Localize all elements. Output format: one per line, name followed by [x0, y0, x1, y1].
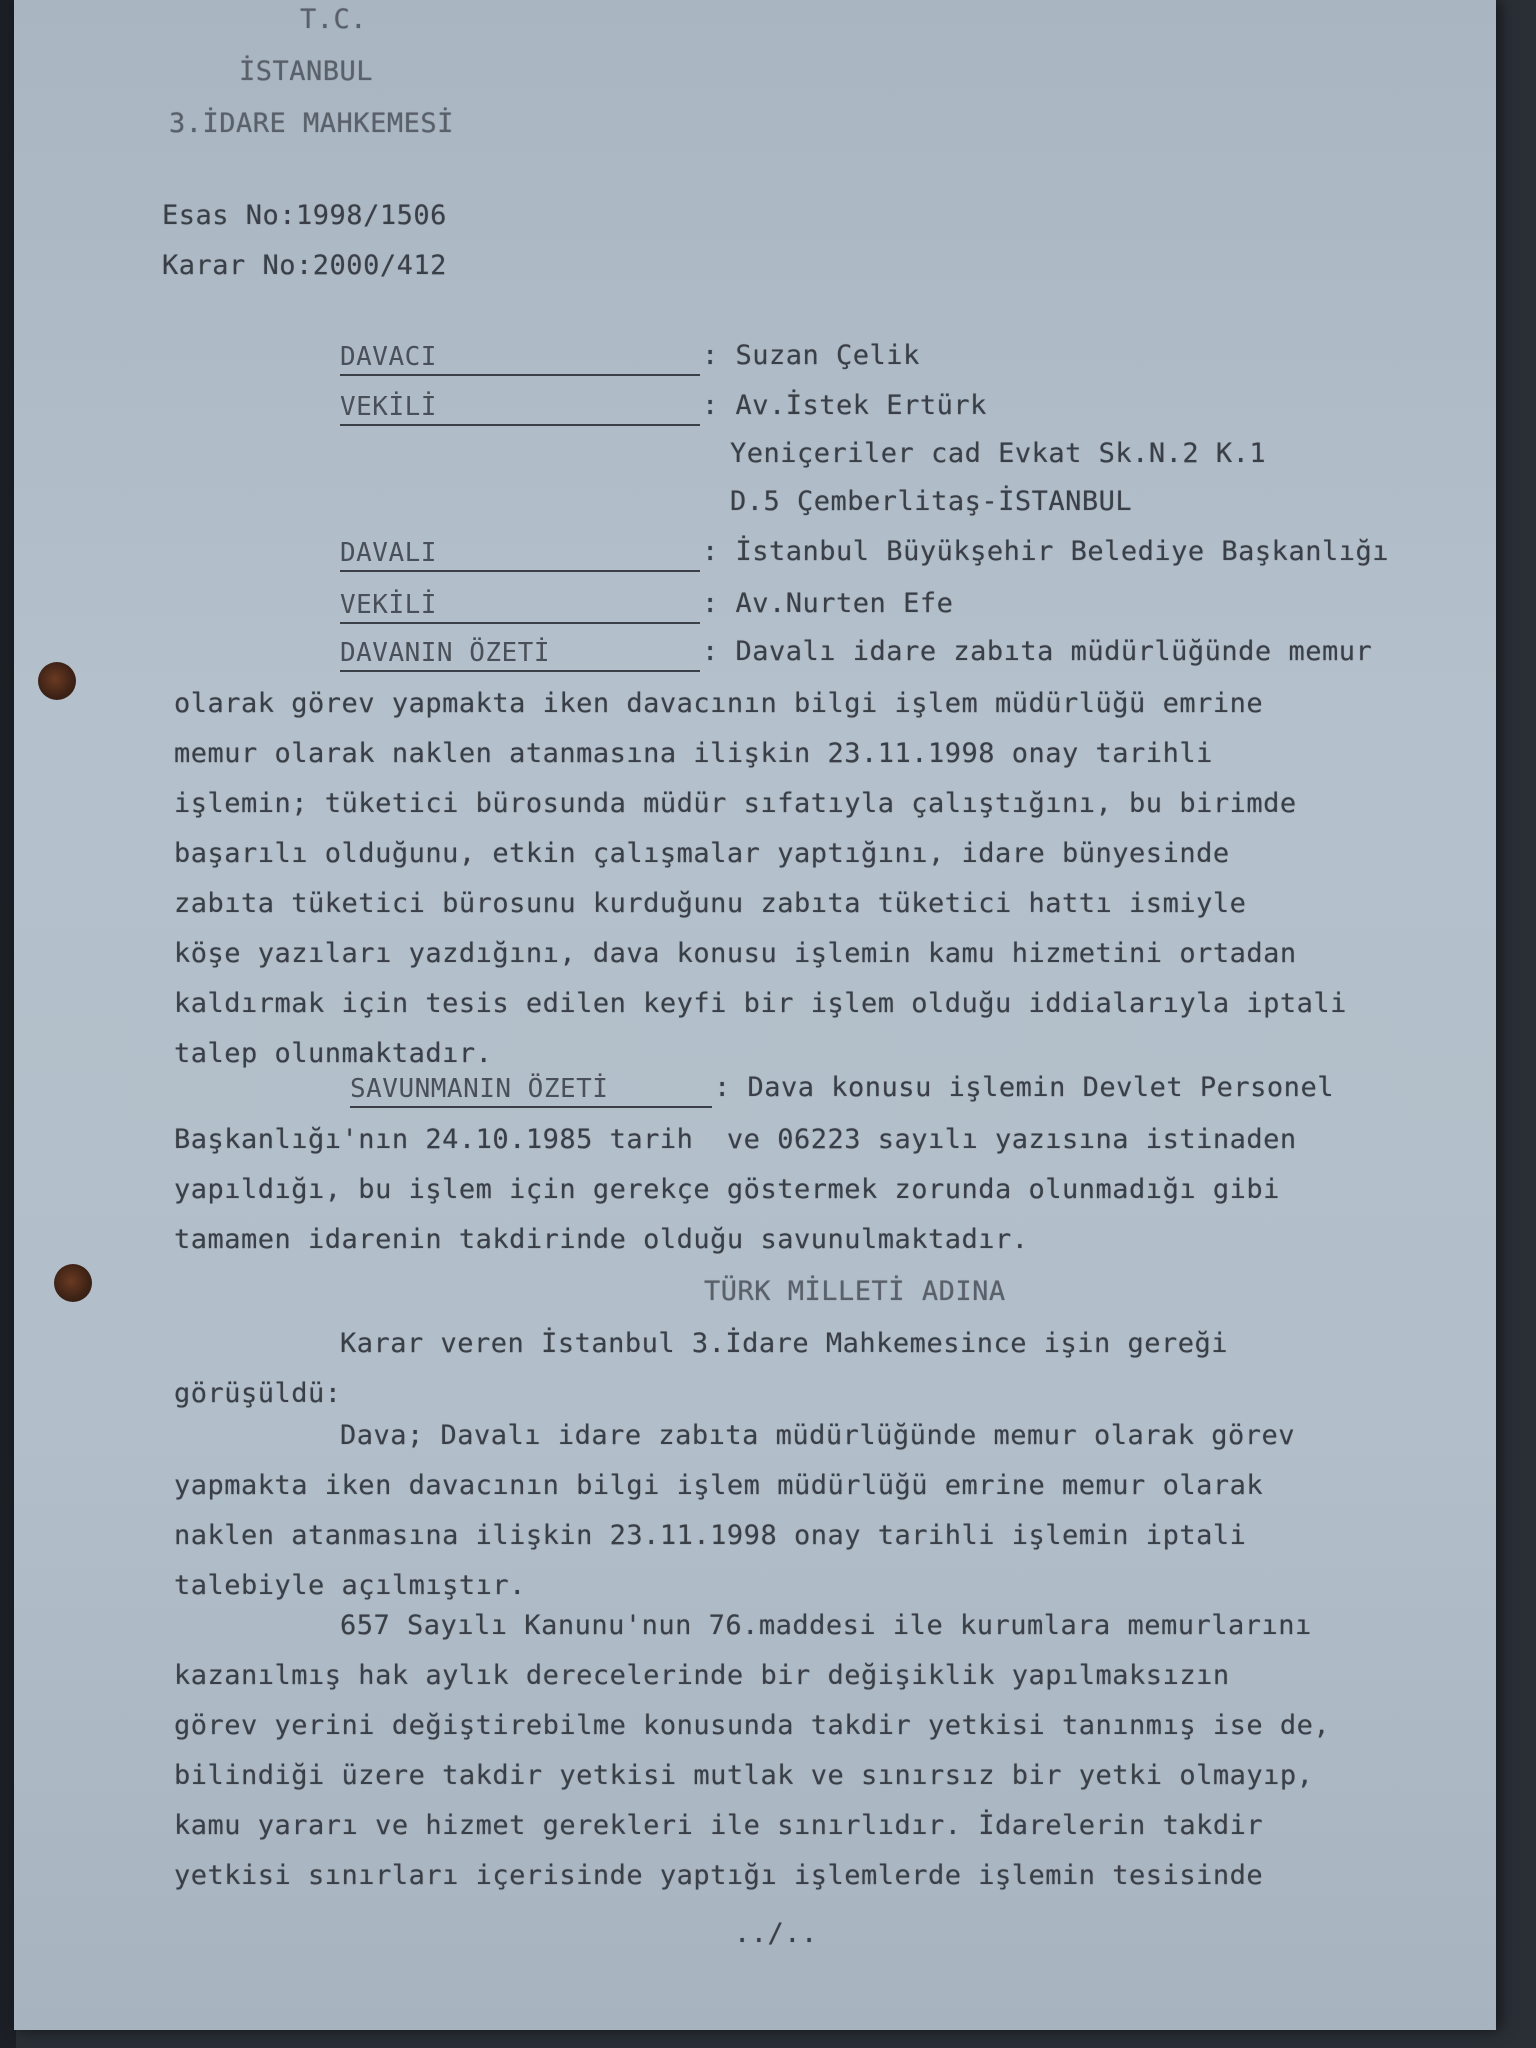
dava-line: Dava; Davalı idare zabıta müdürlüğünde memur olarak görev — [340, 1420, 1296, 1451]
ozet-first-line: : Davalı idare zabıta müdürlüğünde memur — [702, 636, 1373, 667]
vekili1-label: VEKİLİ — [340, 392, 437, 422]
page-continuation: ../.. — [734, 1918, 818, 1949]
karar-line: Karar veren İstanbul 3.İdare Mahkemesince işin gereği — [340, 1328, 1229, 1359]
ozet-line: zabıta tüketici bürosunu kurduğunu zabıta tüketici hattı ismiyle — [174, 888, 1247, 919]
kanun-line: kamu yararı ve hizmet gerekleri ile sınırlıdır. İdarelerin takdir — [174, 1810, 1264, 1841]
vekili1-underline — [340, 424, 700, 426]
header-court: 3.İDARE MAHKEMESİ — [169, 108, 454, 139]
esas-no: Esas No:1998/1506 — [162, 200, 447, 231]
davali-value: : İstanbul Büyükşehir Belediye Başkanlığı — [702, 536, 1389, 567]
karar-no: Karar No:2000/412 — [162, 250, 447, 281]
savunma-first-line: : Dava konusu işlemin Devlet Personel — [714, 1072, 1334, 1103]
savunma-underline — [350, 1106, 712, 1108]
savunma-line: yapıldığı, bu işlem için gerekçe göstermek zorunda olunmadığı gibi — [174, 1174, 1280, 1205]
vekili2-label: VEKİLİ — [340, 590, 437, 620]
ozet-underline — [340, 670, 700, 672]
ozet-line: kaldırmak için tesis edilen keyfi bir işlem olduğu iddialarıyla iptali — [174, 988, 1347, 1019]
davaci-underline — [340, 374, 700, 376]
ozet-line: başarılı olduğunu, etkin çalışmalar yaptığını, idare bünyesinde — [174, 838, 1230, 869]
address-line-2: D.5 Çemberlitaş-İSTANBUL — [730, 486, 1133, 517]
kanun-line: yetkisi sınırları içerisinde yaptığı işlemlerde işlemin tesisinde — [174, 1860, 1264, 1891]
vekili1-value: : Av.İstek Ertürk — [702, 390, 987, 421]
dava-line: talebiyle açılmıştır. — [174, 1570, 526, 1601]
section-heading: TÜRK MİLLETİ ADINA — [704, 1276, 1006, 1307]
document-page — [14, 0, 1496, 2030]
ozet-line: işlemin; tüketici bürosunda müdür sıfatıyla çalıştığını, bu birimde — [174, 788, 1297, 819]
savunma-line: tamamen idarenin takdirinde olduğu savunulmaktadır. — [174, 1224, 1029, 1255]
kanun-line: 657 Sayılı Kanunu'nun 76.maddesi ile kurumlara memurlarını — [340, 1610, 1312, 1641]
davaci-value: : Suzan Çelik — [702, 340, 920, 371]
address-line-1: Yeniçeriler cad Evkat Sk.N.2 K.1 — [730, 438, 1267, 469]
header-city: İSTANBUL — [239, 56, 374, 87]
kanun-line: görev yerini değiştirebilme konusunda takdir yetkisi tanınmış ise de, — [174, 1710, 1331, 1741]
ozet-label: DAVANIN ÖZETİ — [340, 638, 550, 668]
kanun-line: kazanılmış hak aylık derecelerinde bir değişiklik yapılmaksızın — [174, 1660, 1230, 1691]
ozet-line: olarak görev yapmakta iken davacının bilgi işlem müdürlüğü emrine — [174, 688, 1264, 719]
punch-hole-bottom — [54, 1264, 92, 1302]
header-tc: T.C. — [300, 4, 368, 35]
davali-underline — [340, 570, 700, 572]
ozet-line: memur olarak naklen atanmasına ilişkin 23.11.1998 onay tarihli — [174, 738, 1213, 769]
ozet-line: köşe yazıları yazdığını, dava konusu işlemin kamu hizmetini ortadan — [174, 938, 1297, 969]
davaci-label: DAVACI — [340, 342, 437, 372]
dava-line: yapmakta iken davacının bilgi işlem müdürlüğü emrine memur olarak — [174, 1470, 1264, 1501]
kanun-line: bilindiği üzere takdir yetkisi mutlak ve sınırsız bir yetki olmayıp, — [174, 1760, 1314, 1791]
ozet-line: talep olunmaktadır. — [174, 1038, 493, 1069]
karar-line: görüşüldü: — [174, 1378, 342, 1409]
savunma-label: SAVUNMANIN ÖZETİ — [350, 1074, 609, 1104]
vekili2-underline — [340, 622, 700, 624]
davali-label: DAVALI — [340, 538, 437, 568]
punch-hole-top — [38, 662, 76, 700]
vekili2-value: : Av.Nurten Efe — [702, 588, 954, 619]
savunma-line: Başkanlığı'nın 24.10.1985 tarih ve 06223 sayılı yazısına istinaden — [174, 1124, 1297, 1155]
dava-line: naklen atanmasına ilişkin 23.11.1998 onay tarihli işlemin iptali — [174, 1520, 1247, 1551]
